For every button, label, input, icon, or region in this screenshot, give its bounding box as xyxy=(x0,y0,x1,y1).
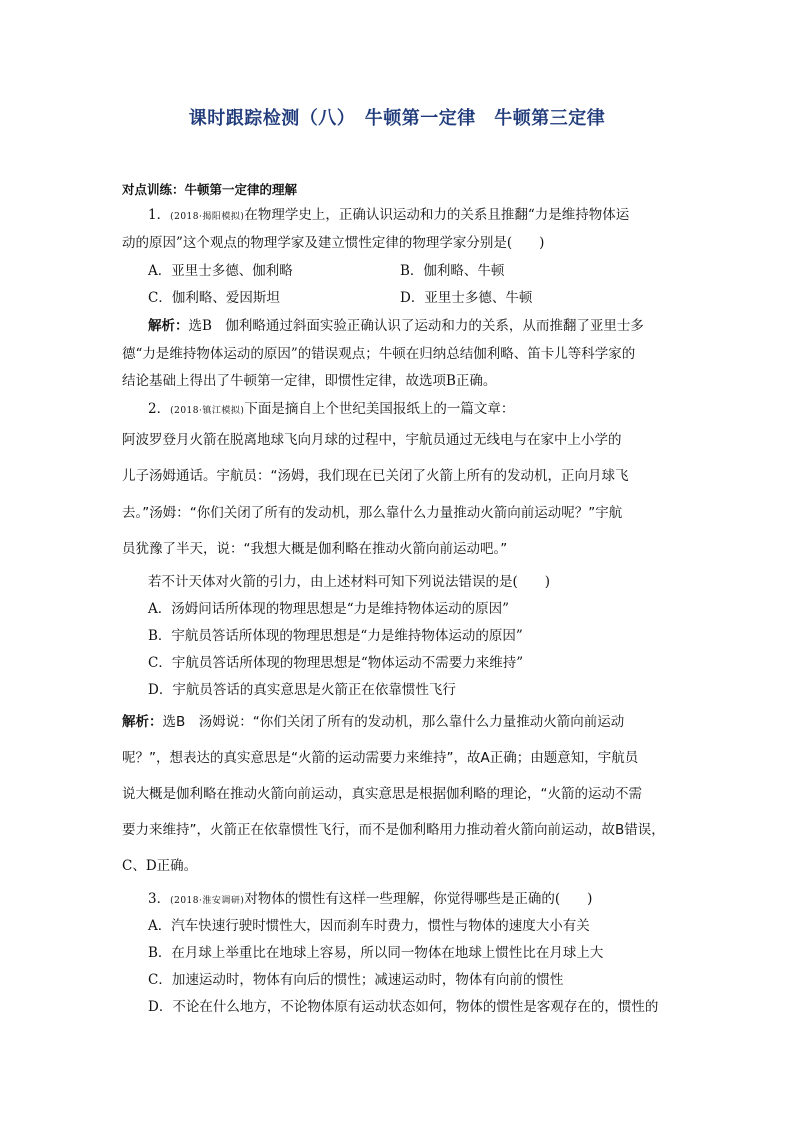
question-1-option-d: D．亚里士多德、牛顿 xyxy=(400,290,533,306)
answer-text: 汤姆说：“你们关闭了所有的发动机，那么靠什么力量推动火箭向前运动 xyxy=(198,714,625,730)
question-2-option-a: A．汤姆问话所体现的物理思想是“力是维持物体运动的原因” xyxy=(148,601,510,617)
question-2-line-1 xyxy=(148,399,678,421)
question-3-option-c: C．加速运动时，物体有向后的惯性；减速运动时，物体有向前的惯性 xyxy=(148,972,564,988)
section-heading: 对点训练：牛顿第一定律的理解 xyxy=(122,182,298,197)
question-3-number: 3． xyxy=(148,891,171,907)
question-1-source: (2018·揭阳模拟) xyxy=(170,212,245,222)
question-1-answer-line-3: 结论基础上得出了牛顿第一定律，即惯性定律，故选项B正确。 xyxy=(122,373,497,389)
answer-choice: 选B xyxy=(188,318,212,334)
question-1-option-b: B．伽利略、牛顿 xyxy=(400,263,505,279)
question-1-line-2: 动的原因”这个观点的物理学家及建立惯性定律的物理学家分别是( ) xyxy=(122,235,545,251)
question-3-option-b: B．在月球上举重比在地球上容易，所以同一物体在地球上惯性比在月球上大 xyxy=(148,945,604,961)
question-1-number: 1． xyxy=(148,207,171,223)
question-2-option-b: B．宇航员答话所体现的物理思想是“力是维持物体运动的原因” xyxy=(148,628,523,644)
question-1-option-c: C．伽利略、爱因斯坦 xyxy=(148,290,280,306)
question-3-option-d: D．不论在什么地方，不论物体原有运动状态如何，物体的惯性是客观存在的，惯性的 xyxy=(148,999,659,1015)
question-3-option-a: A．汽车快速行驶时惯性大，因而刹车时费力，惯性与物体的速度大小有关 xyxy=(148,918,590,934)
question-1-answer-line-2: 德“力是维持物体运动的原因”的错误观点；牛顿在归纳总结伽利略、笛卡儿等科学家的 xyxy=(122,346,636,362)
question-2-answer-line-1 xyxy=(122,712,678,732)
page-title: 课时跟踪检测（八） 牛顿第一定律 牛顿第三定律 xyxy=(188,108,606,129)
question-1-text: 在物理学史上，正确认识运动和力的关系且推翻“力是维持物体运 xyxy=(244,207,630,223)
question-2-number: 2． xyxy=(148,401,171,417)
question-3-line-1 xyxy=(148,889,678,911)
answer-text: 伽利略通过斜面实验正确认识了运动和力的关系，从而推翻了亚里士多 xyxy=(225,318,644,334)
question-2-option-d: D．宇航员答话的真实意思是火箭正在依靠惯性飞行 xyxy=(148,682,456,698)
passage-line-4: 员犹豫了半天，说：“我想大概是伽利略在推动火箭向前运动吧。” xyxy=(122,541,508,557)
question-2-text: 下面是摘自上个世纪美国报纸上的一篇文章： xyxy=(244,401,515,417)
question-2-answer-line-2: 呢？”，想表达的真实意思是“火箭的运动需要力来维持”，故A正确；由题意知，宇航员 xyxy=(122,750,639,766)
answer-choice: 选B xyxy=(162,714,186,730)
question-2-source: (2018·镇江模拟) xyxy=(170,406,245,416)
question-2-stem: 若不计天体对火箭的引力，由上述材料可知下列说法错误的是( ) xyxy=(148,574,551,590)
passage-line-3: 去。”汤姆：“你们关闭了所有的发动机，那么靠什么力量推动火箭向前运动呢？”宇航 xyxy=(122,505,623,521)
passage-line-2: 儿子汤姆通话。宇航员：“汤姆，我们现在已关闭了火箭上所有的发动机，正向月球飞 xyxy=(122,468,629,484)
question-2-answer-line-3: 说大概是伽利略在推动火箭向前运动，真实意思是根据伽利略的理论，“火箭的运动不需 xyxy=(122,786,642,802)
question-1-line-1 xyxy=(148,205,678,227)
answer-label: 解析： xyxy=(122,714,163,730)
answer-label: 解析： xyxy=(148,318,189,334)
question-1-answer-line-1 xyxy=(148,316,678,336)
question-2-option-c: C．宇航员答话所体现的物理思想是“物体运动不需要力来维持” xyxy=(148,655,524,671)
question-2-answer-line-4: 要力来维持”，火箭正在依靠惯性飞行，而不是伽利略用力推动着火箭向前运动，故B错误， xyxy=(122,822,665,838)
question-3-text: 对物体的惯性有这样一些理解，你觉得哪些是正确的( ) xyxy=(244,891,593,907)
question-1-option-a: A．亚里士多德、伽利略 xyxy=(148,263,293,279)
passage-line-1: 阿波罗登月火箭在脱离地球飞向月球的过程中，宇航员通过无线电与在家中上小学的 xyxy=(122,432,622,448)
question-3-source: (2018·淮安调研) xyxy=(170,896,245,906)
question-2-answer-line-5: C、D正确。 xyxy=(122,858,198,874)
